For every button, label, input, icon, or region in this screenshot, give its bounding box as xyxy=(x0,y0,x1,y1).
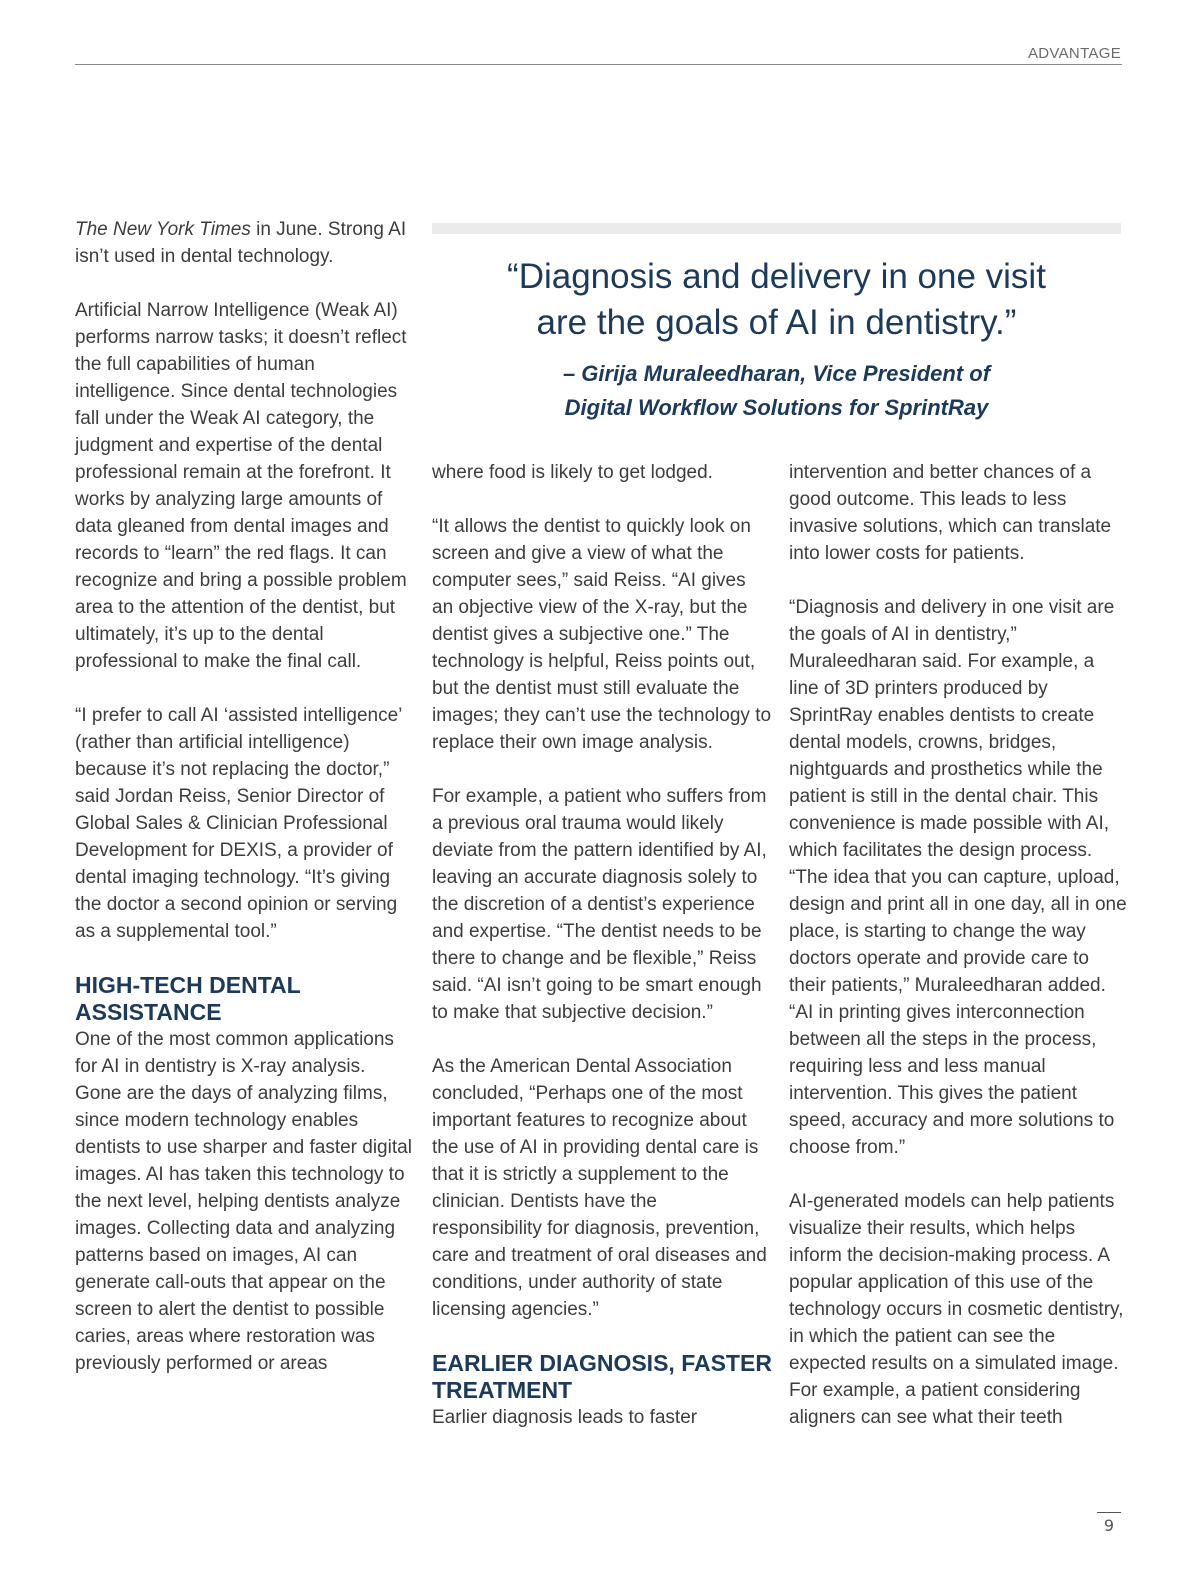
publication-title: The New York Times xyxy=(75,219,251,240)
paragraph: “Diagnosis and delivery in one visit are the goals of AI in dentistry,” Muraleedharan said. For example, a line of 3D printers produced by SprintRay enables dentists to create dental models, crowns, bridges, nightguards and prosthetics while the patient is still in the dental chair. This convenience is made possible with AI, which facilitates the design process. “The idea that you can capture, upload, design and print all in one day, all in one place, is starting to change the way doctors operate and provide care to their patients,” Muraleedharan added. “AI in printing gives interconnection between all the steps in the process, requiring less and less manual intervention. This gives the patient speed, accuracy and more solutions to choose from.” xyxy=(789,597,1127,1158)
article-column-3 xyxy=(789,459,1129,1431)
paragraph-text: in June. Strong AI isn’t used in dental technology. xyxy=(75,219,407,267)
heading-line: ASSISTANCE xyxy=(75,999,222,1025)
paragraph: For example, a patient who suffers from a previous oral trauma would likely deviate from the pattern identified by AI, leaving an accurate diagnosis solely to the discretion of a dentist’s experience and expertise. “The dentist needs to be there to change and be flexible,” Reiss said. “AI isn’t going to be smart enough to make that subjective decision.” xyxy=(432,786,767,1023)
paragraph: “I prefer to call AI ‘assisted intelligence’ (rather than artificial intelligence) because it’s not replacing the doctor,” said Jordan Reiss, Senior Director of Global Sales & Clinician Professional Development for DEXIS, a provider of dental imaging technology. “It’s giving the doctor a second opinion or serving as a supplemental tool.” xyxy=(75,705,402,942)
heading-line: HIGH-TECH DENTAL xyxy=(75,972,301,998)
page-number: 9 xyxy=(1103,1516,1115,1535)
paragraph: where food is likely to get lodged. xyxy=(432,462,713,483)
page-number-rule xyxy=(1097,1512,1121,1513)
paragraph: Earlier diagnosis leads to faster xyxy=(432,1407,698,1428)
attribution-line: – Girija Muraleedharan, Vice President of xyxy=(562,361,991,386)
paragraph: intervention and better chances of a good outcome. This leads to less invasive solutions, which can translate into lower costs for patients. xyxy=(789,462,1112,564)
pull-quote xyxy=(432,254,1121,346)
paragraph: One of the most common applications for AI in dentistry is X-ray analysis. Gone are the days of analyzing films, since modern technology enables dentists to use sharper and faster digital images. AI has taken this technology to the next level, helping dentists analyze images. Collecting data and analyzing patterns based on images, AI can generate call-outs that appear on the screen to alert the dentist to possible caries, areas where restoration was previously performed or areas xyxy=(75,1029,412,1374)
pull-quote-line: “Diagnosis and delivery in one visit xyxy=(507,257,1046,296)
section-heading xyxy=(432,1350,772,1404)
article-column-2 xyxy=(432,459,772,1431)
article-column-1 xyxy=(75,216,415,1377)
paragraph: AI-generated models can help patients visualize their results, which helps inform the decision-making process. A popular application of this use of the technology occurs in cosmetic dentistry, in which the patient can see the expected results on a simulated image. For example, a patient considering aligners can see what their teeth xyxy=(789,1191,1124,1428)
attribution-line: Digital Workflow Solutions for SprintRay xyxy=(564,395,989,420)
header-divider xyxy=(75,64,1122,65)
pull-quote-line: are the goals of AI in dentistry.” xyxy=(536,303,1017,342)
paragraph: As the American Dental Association concluded, “Perhaps one of the most important features to recognize about the use of AI in providing dental care is that it is strictly a supplement to the clinician. Dentists have the responsibility for diagnosis, prevention, care and treatment of oral diseases and conditions, under authority of state licensing agencies.” xyxy=(432,1056,767,1320)
heading-line: TREATMENT xyxy=(432,1377,573,1403)
paragraph: Artificial Narrow Intelligence (Weak AI) performs narrow tasks; it doesn’t reflect the full capabilities of human intelligence. Since dental technologies fall under the Weak AI category, the judgment and expertise of the dental professional remain at the forefront. It works by analyzing large amounts of data gleaned from dental images and records to “learn” the red flags. It can recognize and bring a possible problem area to the attention of the dentist, but ultimately, it’s up to the dental professional to make the final call. xyxy=(75,300,407,672)
section-heading xyxy=(75,972,415,1026)
pull-quote-bar xyxy=(432,223,1121,234)
section-label: ADVANTAGE xyxy=(1028,45,1121,62)
pull-quote-attribution xyxy=(432,357,1121,425)
heading-line: EARLIER DIAGNOSIS, FASTER xyxy=(432,1350,772,1376)
paragraph: “It allows the dentist to quickly look on screen and give a view of what the computer sees,” said Reiss. “AI gives an objective view of the X-ray, but the dentist gives a subjective one.” The technology is helpful, Reiss points out, but the dentist must still evaluate the images; they can’t use the technology to replace their own image analysis. xyxy=(432,516,772,753)
paragraph xyxy=(75,216,415,270)
